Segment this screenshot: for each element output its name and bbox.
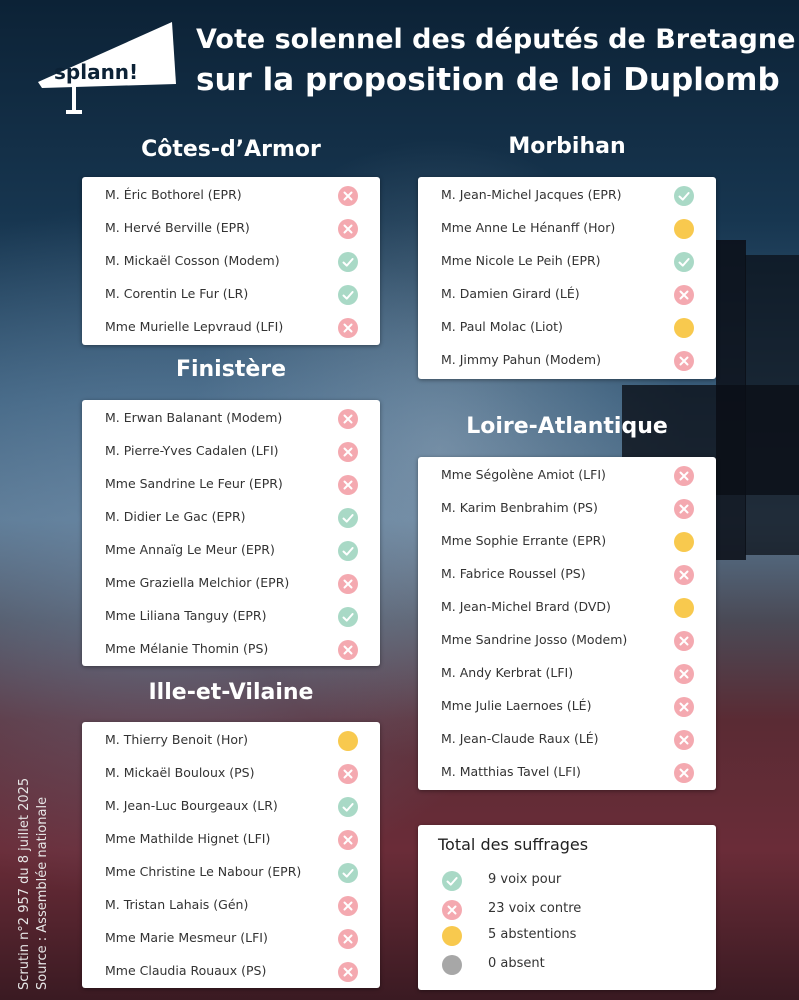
vote-contre-icon — [338, 219, 358, 239]
deputy-name: M. Andy Kerbrat (LFI) — [441, 665, 574, 680]
deputy-name: M. Paul Molac (Liot) — [441, 319, 563, 334]
deputy-row — [82, 725, 380, 758]
deputy-row — [418, 559, 716, 592]
vote-contre-icon — [338, 318, 358, 338]
deputy-name: M. Damien Girard (LÉ) — [441, 286, 580, 301]
vote-contre-icon — [338, 896, 358, 916]
deputy-row — [418, 493, 716, 526]
deputy-name: Mme Sandrine Josso (Modem) — [441, 632, 628, 647]
deputy-row — [418, 345, 716, 378]
dept-heading-cotes-darmor: Côtes-d’Armor — [141, 137, 321, 162]
dept-card-cotes-darmor — [82, 177, 380, 345]
deputy-name: M. Jimmy Pahun (Modem) — [441, 352, 601, 367]
deputy-row — [82, 213, 380, 246]
deputy-name: M. Thierry Benoit (Hor) — [105, 732, 249, 747]
vote-contre-icon — [674, 763, 694, 783]
vote-contre-icon — [338, 475, 358, 495]
deputy-name: M. Tristan Lahais (Gén) — [105, 897, 249, 912]
vote-contre-icon — [674, 664, 694, 684]
vote-pour-icon — [674, 186, 694, 206]
deputy-row — [82, 601, 380, 634]
deputy-name: Mme Claudia Rouaux (PS) — [105, 963, 267, 978]
deputy-row — [82, 535, 380, 568]
deputy-name: Mme Sophie Errante (EPR) — [441, 533, 607, 548]
dept-card-loire-atlantique — [418, 457, 716, 790]
deputy-row — [418, 460, 716, 493]
dept-card-finistere — [82, 400, 380, 666]
dept-heading-ille-et-vilaine: Ille-et-Vilaine — [148, 680, 314, 705]
vote-pour-icon — [338, 797, 358, 817]
vote-pour-icon — [338, 863, 358, 883]
totals-label: 9 voix pour — [488, 872, 562, 887]
deputy-name: Mme Anne Le Hénanff (Hor) — [441, 220, 616, 235]
totals-card — [418, 825, 716, 990]
deputy-row — [418, 592, 716, 625]
page-title — [196, 22, 796, 100]
vote-abstention-icon — [674, 219, 694, 239]
vote-abstention-icon — [442, 926, 462, 946]
source-caption — [16, 778, 52, 990]
deputy-name: M. Corentin Le Fur (LR) — [105, 286, 249, 301]
title-line-1: Vote solennel des députés de Bretagne — [196, 24, 796, 55]
deputy-row — [82, 469, 380, 502]
deputy-name: Mme Christine Le Nabour (EPR) — [105, 864, 302, 879]
deputy-row — [418, 691, 716, 724]
vote-pour-icon — [338, 541, 358, 561]
vote-contre-icon — [674, 565, 694, 585]
deputy-row — [82, 312, 380, 345]
deputy-row — [82, 180, 380, 213]
dept-card-ille-et-vilaine — [82, 722, 380, 988]
deputy-name: Mme Graziella Melchior (EPR) — [105, 575, 290, 590]
deputy-row — [418, 213, 716, 246]
totals-label: 23 voix contre — [488, 901, 582, 916]
deputy-name: M. Jean-Luc Bourgeaux (LR) — [105, 798, 278, 813]
vote-contre-icon — [674, 697, 694, 717]
deputy-name: Mme Julie Laernoes (LÉ) — [441, 698, 592, 713]
vote-abstention-icon — [674, 598, 694, 618]
deputy-name: M. Mickaël Bouloux (PS) — [105, 765, 255, 780]
vote-contre-icon — [338, 186, 358, 206]
deputy-name: Mme Annaïg Le Meur (EPR) — [105, 542, 275, 557]
deputy-row — [82, 791, 380, 824]
vote-contre-icon — [338, 442, 358, 462]
deputy-name: M. Erwan Balanant (Modem) — [105, 410, 283, 425]
deputy-row — [418, 625, 716, 658]
dept-heading-finistere: Finistère — [175, 357, 287, 382]
title-line-2: sur la proposition de loi Duplomb — [196, 62, 780, 98]
deputy-row — [82, 758, 380, 791]
deputy-row — [418, 279, 716, 312]
totals-row — [442, 953, 702, 977]
vote-pour-icon — [338, 252, 358, 272]
vote-contre-icon — [338, 574, 358, 594]
deputy-row — [418, 526, 716, 559]
vote-pour-icon — [338, 508, 358, 528]
vote-contre-icon — [338, 640, 358, 660]
deputy-row — [418, 246, 716, 279]
vote-contre-icon — [674, 285, 694, 305]
deputy-row — [82, 436, 380, 469]
vote-contre-icon — [674, 730, 694, 750]
deputy-name: M. Hervé Berville (EPR) — [105, 220, 250, 235]
deputy-row — [82, 568, 380, 601]
vote-contre-icon — [674, 631, 694, 651]
deputy-row — [82, 824, 380, 857]
deputy-row — [82, 857, 380, 890]
vote-abstention-icon — [674, 532, 694, 552]
vote-pour-icon — [338, 285, 358, 305]
splann-logo — [32, 22, 182, 117]
deputy-name: M. Mickaël Cosson (Modem) — [105, 253, 280, 268]
deputy-name: M. Jean-Michel Brard (DVD) — [441, 599, 611, 614]
deputy-name: M. Pierre-Yves Cadalen (LFI) — [105, 443, 279, 458]
vote-pour-icon — [674, 252, 694, 272]
totals-row — [442, 898, 702, 922]
deputy-row — [418, 658, 716, 691]
totals-label: 5 abstentions — [488, 927, 577, 942]
deputy-name: M. Didier Le Gac (EPR) — [105, 509, 246, 524]
deputy-name: M. Matthias Tavel (LFI) — [441, 764, 581, 779]
logo-wordmark: splann! — [54, 60, 139, 84]
source-text: Source : Assemblée nationale — [35, 796, 50, 990]
deputy-row — [82, 279, 380, 312]
vote-contre-icon — [338, 830, 358, 850]
deputy-name: Mme Ségolène Amiot (LFI) — [441, 467, 606, 482]
deputy-name: M. Éric Bothorel (EPR) — [105, 187, 242, 202]
scrutin-text: Scrutin n°2 957 du 8 juillet 2025 — [17, 777, 32, 990]
totals-row — [442, 924, 702, 948]
totals-row — [442, 869, 702, 893]
vote-abstention-icon — [338, 731, 358, 751]
deputy-row — [82, 246, 380, 279]
dept-heading-loire-atlantique: Loire-Atlantique — [466, 414, 668, 439]
vote-pour-icon — [338, 607, 358, 627]
dept-heading-morbihan: Morbihan — [508, 134, 626, 159]
deputy-name: Mme Marie Mesmeur (LFI) — [105, 930, 268, 945]
deputy-row — [418, 724, 716, 757]
deputy-row — [418, 312, 716, 345]
deputy-name: M. Karim Benbrahim (PS) — [441, 500, 598, 515]
vote-abstention-icon — [674, 318, 694, 338]
deputy-name: Mme Liliana Tanguy (EPR) — [105, 608, 267, 623]
vote-pour-icon — [442, 871, 462, 891]
deputy-row — [82, 403, 380, 436]
deputy-row — [82, 923, 380, 956]
vote-contre-icon — [674, 466, 694, 486]
vote-contre-icon — [338, 409, 358, 429]
deputy-row — [82, 956, 380, 989]
deputy-name: M. Fabrice Roussel (PS) — [441, 566, 586, 581]
vote-absent-icon — [442, 955, 462, 975]
deputy-name: Mme Nicole Le Peih (EPR) — [441, 253, 601, 268]
dept-card-morbihan — [418, 177, 716, 379]
deputy-row — [418, 757, 716, 790]
vote-contre-icon — [338, 764, 358, 784]
vote-contre-icon — [442, 900, 462, 920]
deputy-row — [82, 502, 380, 535]
vote-contre-icon — [338, 929, 358, 949]
deputy-name: Mme Mélanie Thomin (PS) — [105, 641, 269, 656]
vote-contre-icon — [338, 962, 358, 982]
vote-contre-icon — [674, 499, 694, 519]
totals-label: 0 absent — [488, 956, 545, 971]
deputy-name: Mme Sandrine Le Feur (EPR) — [105, 476, 283, 491]
deputy-name: Mme Murielle Lepvraud (LFI) — [105, 319, 284, 334]
deputy-row — [418, 180, 716, 213]
deputy-name: Mme Mathilde Hignet (LFI) — [105, 831, 271, 846]
deputy-row — [82, 634, 380, 667]
totals-title: Total des suffrages — [438, 835, 589, 854]
vote-contre-icon — [674, 351, 694, 371]
deputy-name: M. Jean-Claude Raux (LÉ) — [441, 731, 599, 746]
deputy-name: M. Jean-Michel Jacques (EPR) — [441, 187, 622, 202]
deputy-row — [82, 890, 380, 923]
